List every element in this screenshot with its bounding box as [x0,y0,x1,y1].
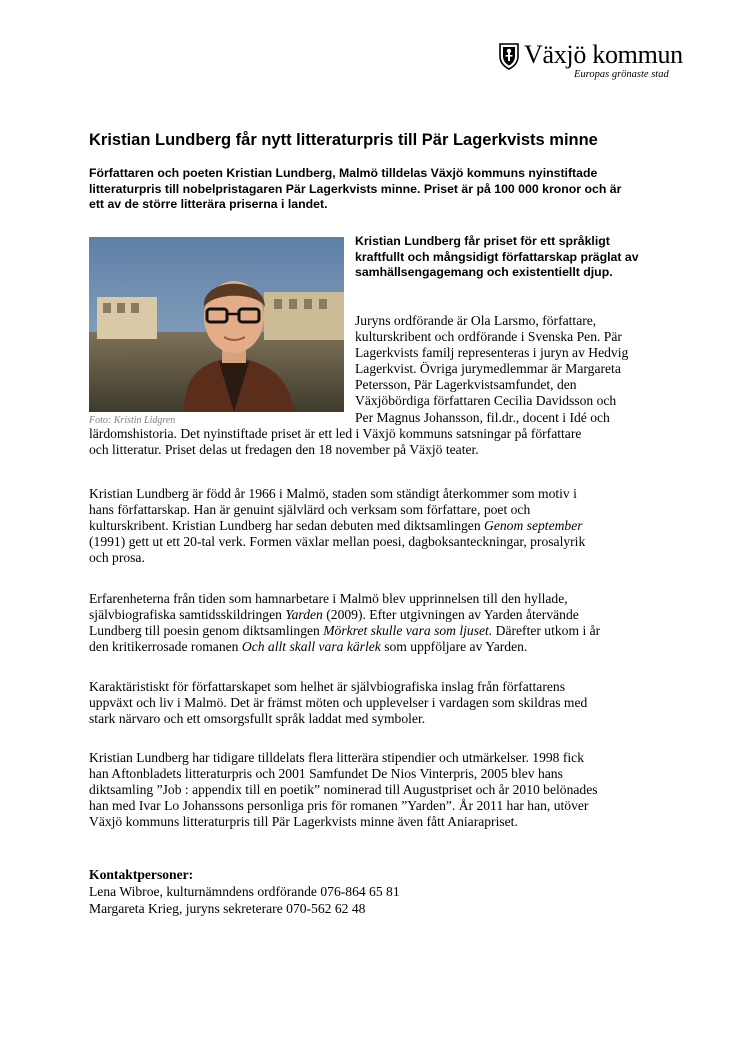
contact-section [89,867,400,917]
text-line: lärdomshistoria. Det nyinstiftade priset är ett led i Växjö kommuns satsningar på författare [89,426,582,441]
text-line: han med Ivar Lo Johanssons personliga pris för romanen ”Yarden”. År 2011 har han, utöver [89,798,589,814]
text-line [89,623,669,639]
text-line: och prosa. [89,550,145,566]
logo-tagline: Europas grönaste stad [574,69,669,80]
text-line: Växjöbördiga författaren Cecilia Davidsson och [355,393,617,409]
text-line [89,607,669,623]
text-line: Lagerkvist. Övriga jurymedlemmar är Margareta [355,361,621,377]
text-line: Juryns ordförande är Ola Larsmo, författare, [355,313,597,328]
text-line: (1991) gett ut ett 20-tal verk. Formen växlar mellan poesi, dagboksanteckningar, prosalyrik [89,534,586,550]
text-segment: kulturskribent. Kristian Lundberg har sedan debuten med diktsamlingen [89,518,485,534]
text-segment: självbiografiska samtidsskildringen [89,607,286,623]
author-photo-image [89,237,344,412]
author-photo [89,237,344,412]
text-line: Lagerkvists familj representeras i juryn av Hedvig [355,345,629,361]
text-line: Per Magnus Johansson, fil.dr., docent i Idé och [355,409,610,425]
paragraph-jury-wrapped [355,313,675,426]
text-segment: (2009). Efter utgivningen av Yarden återvände [322,607,579,623]
paragraph-jury-continued [89,426,669,458]
text-line: Växjö kommuns litteraturpris till Pär Lagerkvists minne även fått Aniarapriset. [89,814,518,830]
article-lead: Författaren och poeten Kristian Lundberg, Malmö tilldelas Växjö kommuns nyinstiftade litteraturpris till nobelpristagaren Pär Lagerkvists minne. Priset är på 100 000 kronor och är ett av de större litterära priserna i landet. [89,166,622,211]
photo-caption: Foto: Kristin Lidgren [89,415,176,426]
text-line: och litteratur. Priset delas ut fredagen den 18 november på Växjö teater. [89,442,479,458]
contact-person: Lena Wibroe, kulturnämndens ordförande 076-864 65 81 [89,883,400,899]
text-line [89,518,669,534]
paragraph-characteristics [89,679,669,727]
crest-icon [498,42,520,70]
article-headline: Kristian Lundberg får nytt litteraturpris till Pär Lagerkvists minne [89,131,598,149]
vaxjo-kommun-logo [498,40,698,86]
logo-name: Växjö kommun [524,40,683,69]
article-quote: Kristian Lundberg får priset för ett språkligt kraftfullt och mångsidigt författarskap präglat av samhällsengagemang och existentiellt djup. [355,234,639,279]
book-title: Mörkret skulle vara som ljuset. [323,623,493,639]
paragraph-works [89,591,669,655]
text-segment: Därefter utkom i år [492,623,601,639]
text-line: Kristian Lundberg har tidigare tilldelats flera litterära stipendier och utmärkelser. 1998 fick [89,750,584,765]
book-title: Genom september [484,518,583,534]
text-line: uppväxt och liv i Malmö. Det är främst möten och upplevelser i vardagen som skildras med [89,695,588,711]
contact-person: Margareta Krieg, juryns sekreterare 070-562 62 48 [89,900,366,916]
text-segment: som uppföljare av Yarden. [380,639,528,655]
text-line: Karaktäristiskt för författarskapet som helhet är självbiografiska inslag från författarens [89,679,565,694]
paragraph-biography [89,486,669,566]
text-line: Kristian Lundberg är född år 1966 i Malmö, staden som ständigt återkommer som motiv i [89,486,577,501]
text-line: hans författarskap. Han är genuint självlärd och verksam som författare, poet och [89,502,531,518]
text-line: Erfarenheterna från tiden som hamnarbetare i Malmö blev upprinnelsen till den hyllade, [89,591,568,606]
text-segment: Lundberg till poesin genom diktsamlingen [89,623,324,639]
book-title: Yarden [285,607,323,623]
paragraph-awards [89,750,669,830]
contacts-heading: Kontaktpersoner: [89,867,194,882]
text-line: han Aftonbladets litteraturpris och 2001 Samfundet De Nios Vinterpris, 2005 blev hans [89,766,563,782]
book-title: Och allt skall vara kärlek [241,639,381,655]
text-line [89,639,669,655]
text-line: diktsamling ”Job : appendix till en poetik” nominerad till Augustpriset och år 2010 belönades [89,782,598,798]
text-line: stark närvaro och ett omsorgsfullt språk laddat med symboler. [89,711,426,727]
text-line: Petersson, Pär Lagerkvistsamfundet, den [355,377,577,393]
text-line: kulturskribent och ordförande i Svenska Pen. Pär [355,329,622,345]
text-segment: den kritikerrosade romanen [89,639,242,655]
